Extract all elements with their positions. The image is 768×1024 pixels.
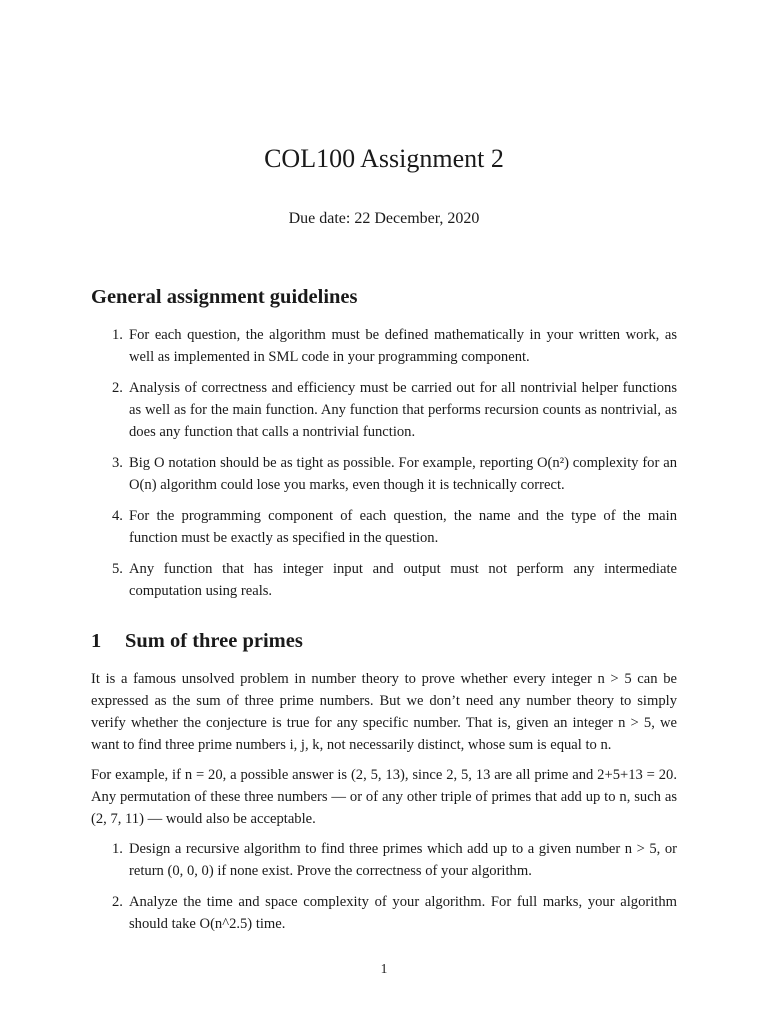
- list-marker: 2.: [112, 894, 123, 910]
- list-item: [91, 505, 677, 549]
- document-title: COL100 Assignment 2: [264, 144, 504, 173]
- list-item-text: Analysis of correctness and efficiency must be carried out for all nontrivial helper functions as well as for the main function. Any function that performs recursion counts as nontrivial, as does any function that calls a nontrivial function.: [129, 380, 677, 440]
- section-heading: [91, 628, 303, 654]
- section-number: 1: [91, 630, 102, 652]
- list-marker: 5.: [112, 561, 123, 577]
- guidelines-list: [91, 324, 677, 602]
- due-date: Due date: 22 December, 2020: [288, 210, 480, 227]
- list-item: [91, 891, 677, 935]
- list-item-text: Design a recursive algorithm to find three primes which add up to a given number n > 5, or return (0, 0, 0) if none exist. Prove the correctness of your algorithm.: [129, 841, 677, 879]
- page-number: 1: [380, 961, 388, 976]
- list-item: [91, 452, 677, 496]
- paragraph: It is a famous unsolved problem in number theory to prove whether every integer n > 5 can be expressed as the sum of three prime numbers. But we don’t need any number theory to simply verify whether the conjecture is true for any specific number. That is, given an integer n > 5, we want to find three prime numbers i, j, k, not necessarily distinct, whose sum is equal to n.: [91, 671, 677, 753]
- list-marker: 1.: [112, 841, 123, 857]
- guidelines-heading: General assignment guidelines: [91, 286, 358, 308]
- list-item: [91, 838, 677, 882]
- list-item-text: Any function that has integer input and output must not perform any intermediate computation using reals.: [129, 561, 677, 599]
- task-list: [91, 838, 677, 935]
- list-item-text: For each question, the algorithm must be defined mathematically in your written work, as well as implemented in SML code in your programming component.: [129, 327, 677, 365]
- list-item-text: Analyze the time and space complexity of your algorithm. For full marks, your algorithm should take O(n^2.5) time.: [129, 894, 677, 932]
- list-item-text: Big O notation should be as tight as possible. For example, reporting O(n²) complexity for an O(n) algorithm could lose you marks, even though it is technically correct.: [129, 455, 677, 493]
- list-item: [91, 377, 677, 443]
- list-item: [91, 558, 677, 602]
- section-title: Sum of three primes: [125, 630, 303, 652]
- list-marker: 4.: [112, 508, 123, 524]
- list-item: [91, 324, 677, 368]
- list-marker: 3.: [112, 455, 123, 471]
- list-marker: 1.: [112, 327, 123, 343]
- list-item-text: For the programming component of each question, the name and the type of the main function must be exactly as specified in the question.: [129, 508, 677, 546]
- paragraph: For example, if n = 20, a possible answer is (2, 5, 13), since 2, 5, 13 are all prime and 2+5+13 = 20. Any permutation of these three numbers — or of any other triple of primes that add up to n, such as (2, 7, 11) — would also be acceptable.: [91, 767, 677, 827]
- list-marker: 2.: [112, 380, 123, 396]
